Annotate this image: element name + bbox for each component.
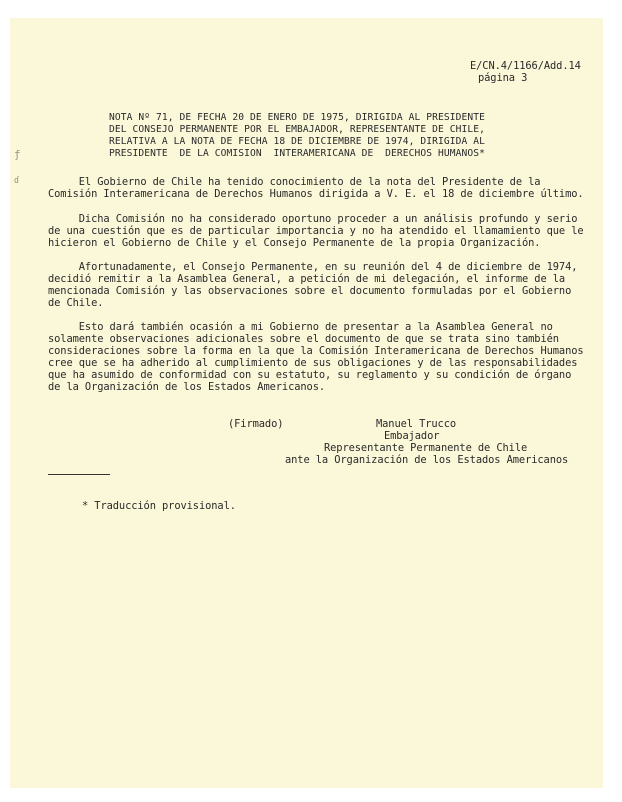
text-line: solamente observaciones adicionales sobre el documento de que se trata sino también — [48, 333, 559, 345]
document-reference: E/CN.4/1166/Add.14 — [470, 60, 581, 72]
text-line: Dicha Comisión no ha considerado oportuno proceder a un análisis profundo y serio — [48, 213, 578, 225]
text-line: de Chile. — [48, 297, 104, 309]
title-line: NOTA Nº 71, DE FECHA 20 DE ENERO DE 1975, DIRIGIDA AL PRESIDENTE — [109, 112, 486, 123]
signed-label: (Firmado) — [228, 418, 284, 430]
text-line: decidió remitir a la Asamblea General, a petición de mi delegación, el informe de la — [48, 273, 566, 285]
text-line: Afortunadamente, el Consejo Permanente, en su reunión del 4 de diciembre de 1974, — [48, 261, 578, 273]
text-line: Comisión Interamericana de Derechos Humanos dirigida a V. E. el 18 de diciembre último. — [48, 188, 584, 200]
text-line: de la Organización de los Estados Americanos. — [48, 381, 326, 393]
footnote-divider — [48, 474, 110, 475]
text-line: cree que se ha adherido al cumplimiento de sus obligaciones y de las responsabilidades — [48, 357, 578, 369]
margin-handwriting-mark: ɗ — [14, 176, 20, 186]
title-line: PRESIDENTE DE LA COMISION INTERAMERICANA DE DERECHOS HUMANOS* — [109, 148, 486, 159]
margin-handwriting-mark: ƒ — [14, 148, 21, 161]
text-line: que ha asumido de conformidad con su estatuto, su reglamento y su condición de órgano — [48, 369, 572, 381]
signer-name: Manuel Trucco — [376, 418, 457, 430]
text-line: consideraciones sobre la forma en la que la Comisión Interamericana de Derechos Humanos — [48, 345, 584, 357]
text-line: hicieron el Gobierno de Chile y el Consejo Permanente de la propia Organización. — [48, 237, 541, 249]
page-number: página 3 — [478, 72, 528, 84]
footnote: * Traducción provisional. — [82, 500, 236, 512]
signer-role: Representante Permanente de Chile — [324, 442, 528, 454]
text-line: El Gobierno de Chile ha tenido conocimiento de la nota del Presidente de la — [48, 176, 541, 188]
signer-title: Embajador — [384, 430, 440, 442]
text-line: de una cuestión que es de particular importancia y no ha atendido el llamamiento que le — [48, 225, 584, 237]
text-line: Esto dará también ocasión a mi Gobierno de presentar a la Asamblea General no — [48, 321, 553, 333]
text-line: mencionada Comisión y las observaciones sobre el documento formuladas por el Gobierno — [48, 285, 572, 297]
signer-organization: ante la Organización de los Estados Americanos — [285, 454, 569, 466]
title-line: RELATIVA A LA NOTA DE FECHA 18 DE DICIEMBRE DE 1974, DIRIGIDA AL — [109, 136, 486, 147]
title-line: DEL CONSEJO PERMANENTE POR EL EMBAJADOR, REPRESENTANTE DE CHILE, — [109, 124, 486, 135]
